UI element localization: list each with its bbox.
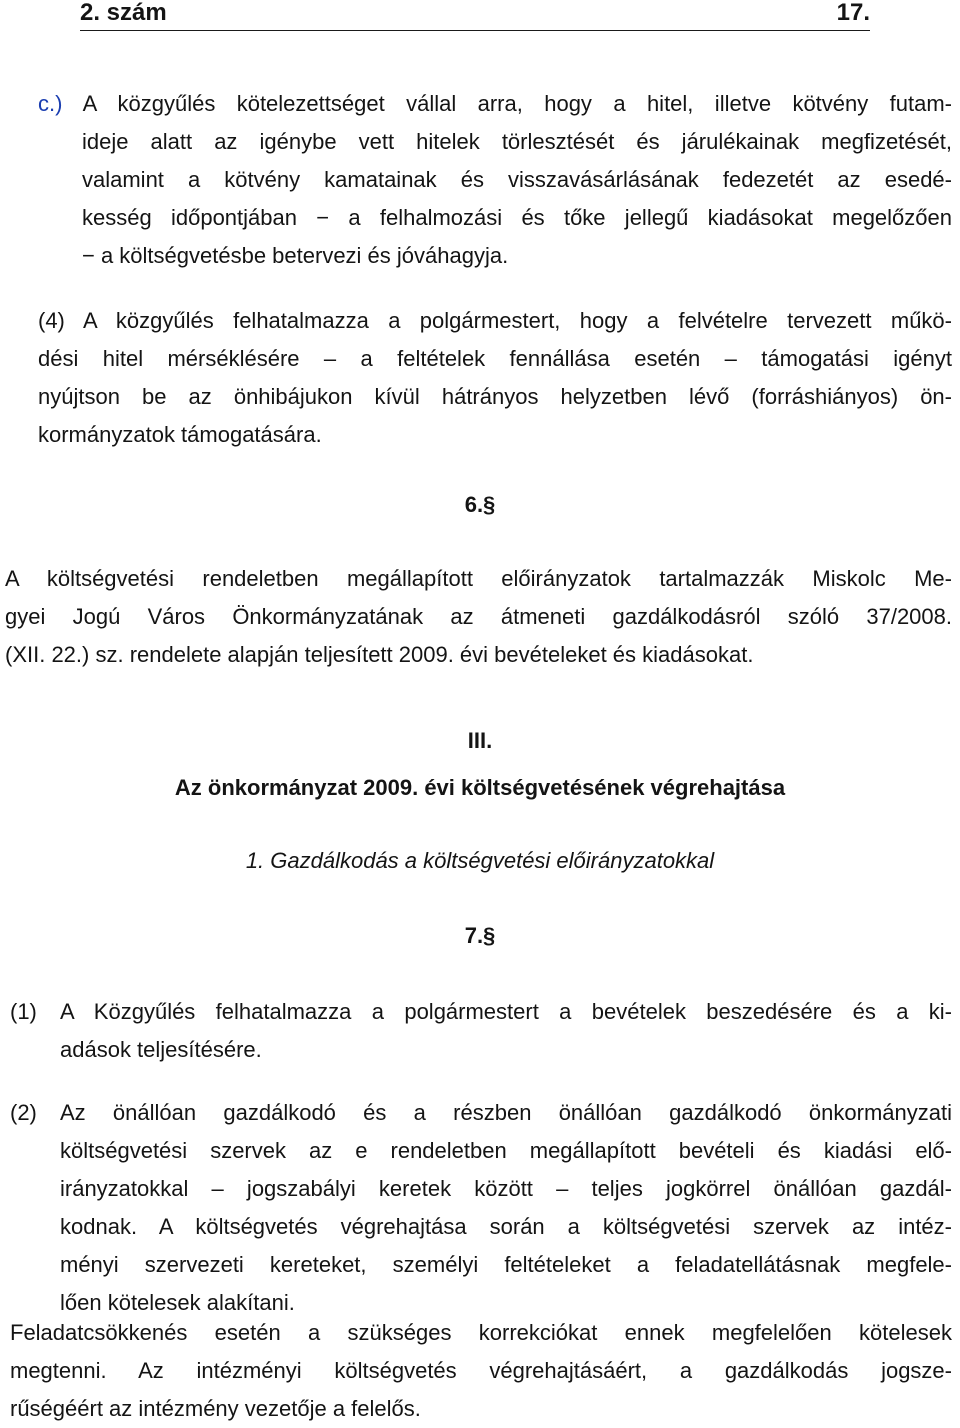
chapter-subtitle: 1. Gazdálkodás a költségvetési előirányzatokkal bbox=[245, 848, 715, 873]
section-7-item-2 bbox=[10, 1094, 952, 1324]
section-c-line-5: − a költségvetésbe betervezi és jóváhagyja. bbox=[82, 243, 509, 268]
section-c-line-2: ideje alatt az igénybe vett hitelek törlesztését és járulékainak megfizetését, bbox=[82, 129, 952, 154]
item-1-line-2: adások teljesítésére. bbox=[60, 1037, 262, 1062]
section-c-line-1: c.) A közgyűlés kötelezettséget vállal arra, hogy a hitel, illetve kötvény futam- bbox=[38, 91, 953, 116]
section-6-heading: 6.§ bbox=[464, 492, 496, 517]
item-2-line-3: irányzatokkal – jogszabályi keretek között – teljes jogkörrel önállóan gazdál- bbox=[60, 1176, 952, 1201]
paragraph-4 bbox=[38, 302, 952, 454]
section-c bbox=[38, 85, 952, 275]
paragraph-4-line-1: (4) A közgyűlés felhatalmazza a polgármestert, hogy a felvételre tervezett műkö- bbox=[38, 308, 952, 333]
item-2-line-4: kodnak. A költségvetés végrehajtása során a költségvetési szervek az intéz- bbox=[60, 1214, 952, 1239]
section-6-line-2: gyei Jogú Város Önkormányzatának az átmeneti gazdálkodásról szóló 37/2008. bbox=[5, 604, 952, 629]
page-header bbox=[80, 0, 870, 31]
tail-line-3: rűségéért az intézmény vezetője a felelős. bbox=[10, 1396, 421, 1421]
section-7-item-1 bbox=[10, 993, 952, 1073]
section-6-body bbox=[5, 560, 952, 674]
section-c-line-3: valamint a kötvény kamatainak és visszavásárlásának fedezetét az esedé- bbox=[82, 167, 952, 192]
section-6-line-1: A költségvetési rendeletben megállapított előirányzatok tartalmazzák Miskolc Me- bbox=[5, 566, 952, 591]
section-7-heading: 7.§ bbox=[464, 923, 496, 948]
item-2-line-1: Az önállóan gazdálkodó és a részben önállóan gazdálkodó önkormányzati bbox=[60, 1100, 952, 1125]
chapter-title: Az önkormányzat 2009. évi költségvetésének végrehajtása bbox=[174, 775, 786, 800]
chapter-numeral: III. bbox=[467, 728, 493, 753]
tail-line-1: Feladatcsökkenés esetén a szükséges korrekciókat ennek megfelelően kötelesek bbox=[10, 1320, 952, 1345]
section-c-label: c.) bbox=[38, 91, 63, 116]
item-1-line-1: A Közgyűlés felhatalmazza a polgármestert a bevételek beszedésére és a ki- bbox=[60, 999, 952, 1024]
tail-line-2: megtenni. Az intézményi költségvetés végrehajtásáért, a gazdálkodás jogsze- bbox=[10, 1358, 952, 1383]
section-7-tail bbox=[10, 1314, 952, 1428]
section-6-line-3: (XII. 22.) sz. rendelete alapján teljesített 2009. évi bevételeket és kiadásokat. bbox=[5, 642, 754, 667]
item-2-line-2: költségvetési szervek az e rendeletben megállapított bevételi és kiadási elő- bbox=[60, 1138, 952, 1163]
page-number: 17. bbox=[836, 0, 870, 26]
issue-number: 2. szám bbox=[80, 0, 167, 26]
paragraph-4-line-2: dési hitel mérséklésére – a feltételek fennállása esetén – támogatási igényt bbox=[38, 346, 952, 371]
item-1-number: (1) bbox=[10, 999, 37, 1024]
paragraph-4-line-4: kormányzatok támogatására. bbox=[38, 422, 322, 447]
item-2-line-5: ményi szervezeti kereteket, személyi feltételeket a feladatellátásnak megfele- bbox=[60, 1252, 952, 1277]
paragraph-4-line-3: nyújtson be az önhibájukon kívül hátrányos helyzetben lévő (forráshiányos) ön- bbox=[38, 384, 952, 409]
item-2-number: (2) bbox=[10, 1100, 37, 1125]
section-c-line-4: kesség időpontjában − a felhalmozási és tőke jellegű kiadásokat megelőzően bbox=[82, 205, 952, 230]
item-2-line-6: lően kötelesek alakítani. bbox=[60, 1290, 295, 1315]
